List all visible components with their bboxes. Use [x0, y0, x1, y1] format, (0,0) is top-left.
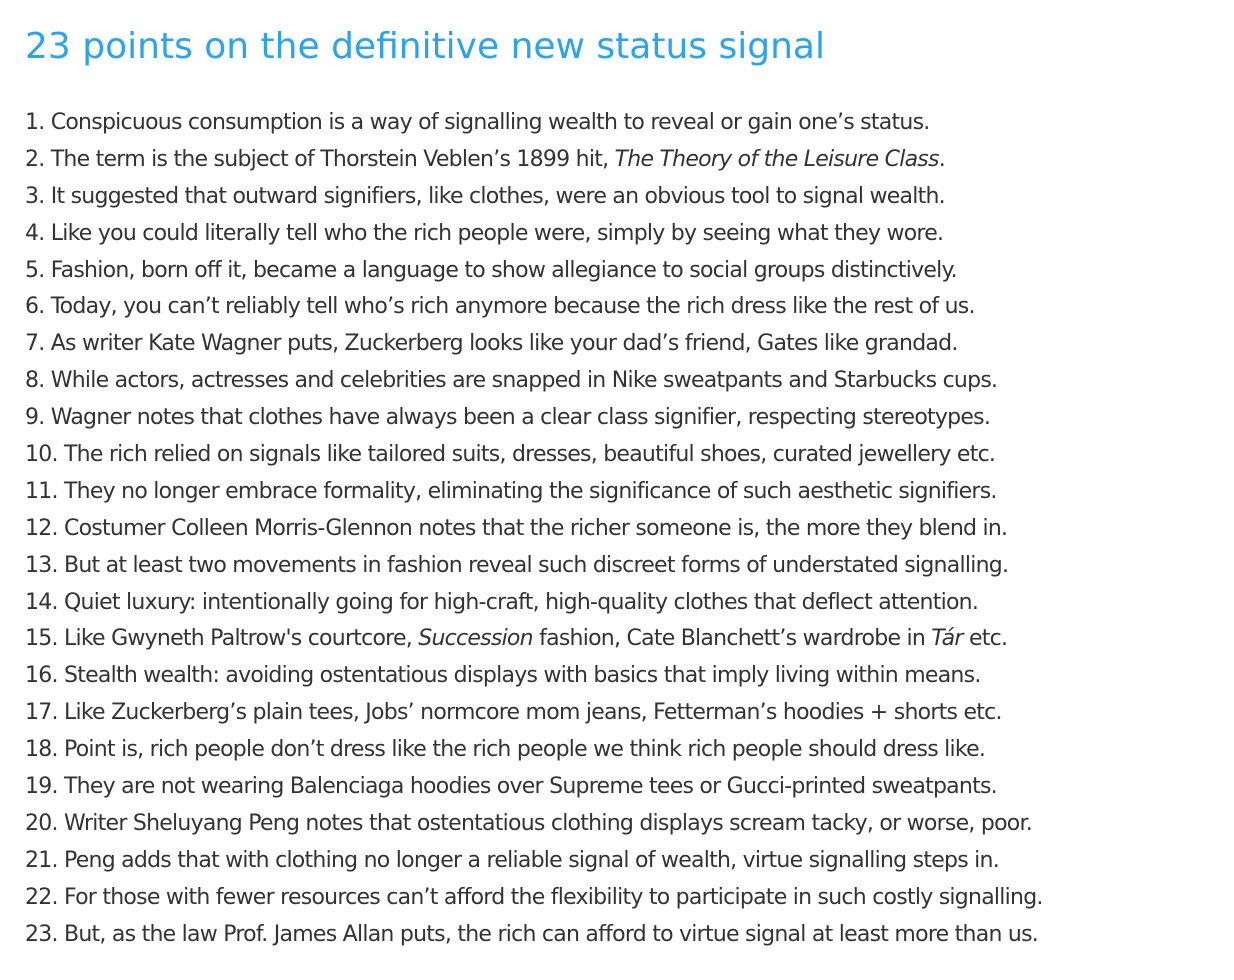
point-text: . [938, 146, 945, 172]
point-text: 13. But at least two movements in fashion reveal such discreet forms of understated signalling. [25, 552, 1009, 578]
point-text: 23. But, as the law Prof. James Allan puts, the rich can afford to virtue signal at least more than us. [25, 921, 1039, 947]
list-item [25, 621, 1043, 658]
list-item [25, 658, 1043, 695]
italic-title-text: Tár [931, 626, 963, 652]
list-item [25, 400, 1043, 437]
list-item [25, 732, 1043, 769]
point-text: 20. Writer Sheluyang Peng notes that ostentatious clothing displays scream tacky, or worse, poor. [25, 810, 1033, 836]
page-title: 23 points on the definitive new status signal [25, 26, 825, 67]
italic-title-text: Succession [418, 626, 533, 652]
point-text: 6. Today, you can’t reliably tell who’s rich anymore because the rich dress like the rest of us. [25, 294, 975, 320]
list-item [25, 917, 1043, 954]
list-item [25, 585, 1043, 622]
point-text: 3. It suggested that outward signifiers, like clothes, were an obvious tool to signal wealth. [25, 183, 945, 209]
point-text: fashion, Cate Blanchett’s wardrobe in [532, 626, 932, 652]
point-text: 14. Quiet luxury: intentionally going for high-craft, high-quality clothes that deflect attention. [25, 589, 979, 615]
point-text: 8. While actors, actresses and celebrities are snapped in Nike sweatpants and Starbucks cups. [25, 368, 998, 394]
list-item [25, 806, 1043, 843]
point-text: etc. [962, 626, 1008, 652]
list-item [25, 880, 1043, 917]
list-item [25, 326, 1043, 363]
point-text: 16. Stealth wealth: avoiding ostentatious displays with basics that imply living within means. [25, 663, 981, 689]
list-item [25, 253, 1043, 290]
point-text: 17. Like Zuckerberg’s plain tees, Jobs’ normcore mom jeans, Fetterman’s hoodies + shorts etc. [25, 700, 1002, 726]
list-item [25, 179, 1043, 216]
list-item [25, 511, 1043, 548]
point-text: 12. Costumer Colleen Morris-Glennon notes that the richer someone is, the more they blend in. [25, 515, 1008, 541]
list-item [25, 548, 1043, 585]
point-text: 5. Fashion, born off it, became a language to show allegiance to social groups distinctively. [25, 257, 957, 283]
point-text: 7. As writer Kate Wagner puts, Zuckerberg looks like your dad’s friend, Gates like grandad. [25, 331, 958, 357]
points-list [25, 105, 1043, 953]
point-text: 22. For those with fewer resources can’t afford the flexibility to participate in such costly signalling. [25, 884, 1043, 910]
list-item [25, 474, 1043, 511]
italic-title-text: The Theory of the Leisure Class [614, 146, 939, 172]
list-item [25, 843, 1043, 880]
list-item [25, 695, 1043, 732]
list-item [25, 105, 1043, 142]
point-text: 18. Point is, rich people don’t dress like the rich people we think rich people should dress like. [25, 737, 986, 763]
list-item [25, 437, 1043, 474]
list-item [25, 769, 1043, 806]
point-text: 2. The term is the subject of Thorstein Veblen’s 1899 hit, [25, 146, 615, 172]
list-item [25, 363, 1043, 400]
point-text: 19. They are not wearing Balenciaga hoodies over Supreme tees or Gucci-printed sweatpants. [25, 774, 997, 800]
point-text: 11. They no longer embrace formality, eliminating the significance of such aesthetic signifiers. [25, 478, 997, 504]
point-text: 9. Wagner notes that clothes have always been a clear class signifier, respecting stereotypes. [25, 405, 991, 431]
point-text: 15. Like Gwyneth Paltrow's courtcore, [25, 626, 419, 652]
point-text: 4. Like you could literally tell who the rich people were, simply by seeing what they wore. [25, 220, 944, 246]
point-text: 1. Conspicuous consumption is a way of signalling wealth to reveal or gain one’s status. [25, 110, 930, 135]
list-item [25, 289, 1043, 326]
list-item [25, 142, 1043, 179]
point-text: 21. Peng adds that with clothing no longer a reliable signal of wealth, virtue signalling steps in. [25, 847, 999, 873]
list-item [25, 216, 1043, 253]
point-text: 10. The rich relied on signals like tailored suits, dresses, beautiful shoes, curated jewellery etc. [25, 442, 996, 468]
